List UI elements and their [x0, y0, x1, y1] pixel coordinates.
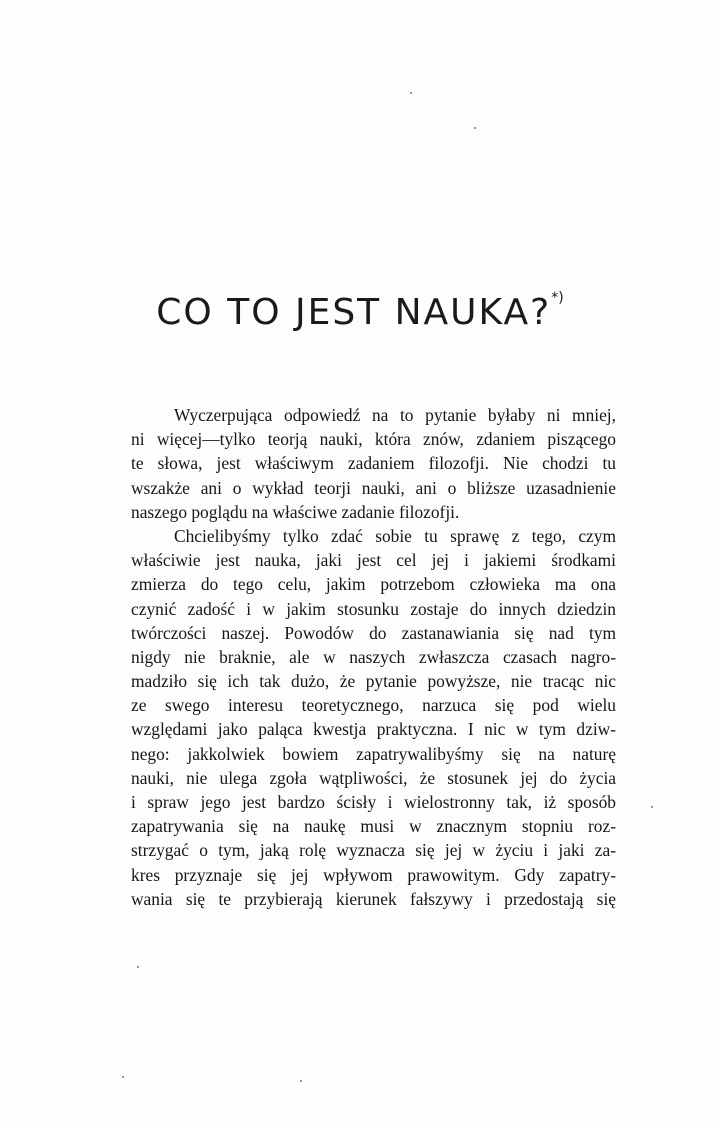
text-line: wania się te przybierają kierunek fałszywy i przedostają się — [131, 888, 616, 909]
scan-speck — [122, 1076, 124, 1078]
text-line: madziło się ich tak dużo, że pytanie powyższe, nie tracąc nic — [131, 671, 616, 692]
text-line: Chcielibyśmy tylko zdać sobie tu sprawę z tego, czym — [174, 525, 616, 546]
text-line: twórczości naszej. Powodów do zastanawiania się nad tym — [131, 622, 616, 643]
text-line: naszego poglądu na właściwe zadanie filozofji. — [131, 501, 460, 522]
text-line: właściwie jest nauka, jaki jest cel jej i jakiemi środkami — [131, 550, 616, 571]
text-line: te słowa, jest właściwym zadaniem filozofji. Nie chodzi tu — [131, 453, 616, 474]
text-line: zapatrywania się na naukę musi w znacznym stopniu roz- — [131, 816, 616, 837]
text-line: względami jako paląca kwestja praktyczna. I nic w tym dziw- — [131, 719, 616, 740]
scan-speck — [474, 127, 476, 129]
text-line: nigdy nie braknie, ale w naszych zwłaszcza czasach nagro- — [131, 646, 616, 667]
text-line: kres przyznaje się jej wpływom prawowitym. Gdy zapatry- — [131, 864, 616, 885]
text-line: Wyczerpująca odpowiedź na to pytanie byłaby ni mniej, — [174, 405, 616, 425]
text-line: ni więcej—tylko teorją nauki, która znów, zdaniem piszącego — [131, 429, 616, 450]
scan-speck — [410, 92, 412, 94]
scan-speck — [137, 966, 139, 968]
text-line: i spraw jego jest bardzo ścisły i wielostronny tak, iż sposób — [131, 792, 616, 812]
text-line: nego: jakkolwiek bowiem zapatrywalibyśmy się na naturę — [131, 743, 616, 764]
chapter-title — [0, 290, 720, 333]
text-line: ze swego interesu teoretycznego, narzuca się pod wielu — [131, 695, 616, 716]
footnote-mark: *) — [551, 290, 564, 306]
scan-speck — [651, 806, 653, 808]
text-line: czynić zadość i w jakim stosunku zostaje do innych dziedzin — [131, 598, 616, 619]
chapter-title-text: CO TO JEST NAUKA? — [156, 292, 552, 333]
body-text — [131, 403, 616, 911]
scan-speck — [300, 1080, 302, 1082]
text-line: zmierza do tego celu, jakim potrzebom człowieka ma ona — [131, 574, 616, 595]
text-line: nauki, nie ulega zgoła wątpliwości, że stosunek jej do życia — [131, 767, 616, 788]
text-line: strzygać o tym, jaką rolę wyznacza się jej w życiu i jaki za- — [131, 840, 616, 861]
text-line: wszakże ani o wykład teorji nauki, ani o bliższe uzasadnienie — [131, 477, 616, 498]
